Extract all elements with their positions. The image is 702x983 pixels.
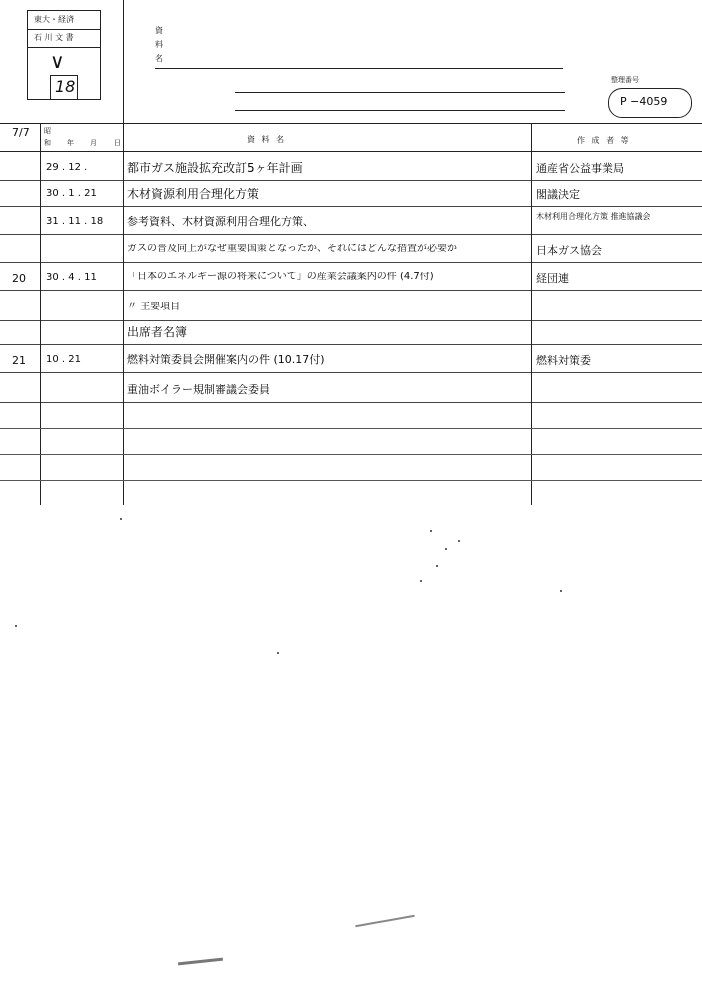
row-id: 21 <box>12 354 26 367</box>
row-rule-creator <box>532 234 702 235</box>
row-rule-id <box>0 234 40 235</box>
stamp-row-3 <box>28 47 100 99</box>
classification-label: 整理番号 <box>611 76 639 84</box>
row-rule-name <box>124 180 531 181</box>
row-rule-date <box>41 344 123 345</box>
row-rule-creator <box>532 402 702 403</box>
row-rule-date <box>41 320 123 321</box>
header-document-name: 資 料 名 <box>247 135 287 144</box>
blank-row-rule <box>0 480 702 481</box>
stamp-number: 18 <box>55 77 76 96</box>
row-rule-name <box>124 372 531 373</box>
blank-row-rule <box>0 454 702 455</box>
row-document-name: 木材資源利用合理化方策 <box>127 188 260 200</box>
row-rule-id <box>0 180 40 181</box>
row-rule-creator <box>532 180 702 181</box>
header-blank-line-2 <box>235 92 565 93</box>
header-nichi: 日 <box>114 139 121 147</box>
row-rule-date <box>41 290 123 291</box>
stamp-row-1 <box>28 11 100 30</box>
scan-mark-2 <box>178 958 223 966</box>
row-rule-id <box>0 402 40 403</box>
row-document-name: 参考資料、木材資源利用合理化方策、 <box>127 216 314 227</box>
row-rule-creator <box>532 372 702 373</box>
stamp-row-2 <box>28 29 100 48</box>
row-date: 29 . 12 . <box>46 162 88 173</box>
row-creator: 日本ガス協会 <box>536 244 602 257</box>
column-divider-main <box>123 0 124 505</box>
row-document-name: 〃 主要項目 <box>127 302 181 312</box>
row-document-name: 「日本のエネルギー源の将来について」の産業会議案内の件 (4.7付) <box>127 272 434 282</box>
archive-stamp <box>27 10 101 100</box>
row-rule-name <box>124 320 531 321</box>
row-rule-date <box>41 372 123 373</box>
header-showa: 昭 <box>44 127 51 135</box>
row-document-name: 重油ボイラー規制審議会委員 <box>127 384 270 395</box>
row-date: 30 . 1 . 21 <box>46 188 97 199</box>
row-rule-name <box>124 262 531 263</box>
header-creator: 作 成 者 等 <box>577 136 631 145</box>
header-bottom-rule <box>0 151 702 152</box>
row-creator: 木材利用合理化方策 推進協議会 <box>536 212 651 221</box>
row-rule-name <box>124 290 531 291</box>
row-creator: 通産省公益事業局 <box>536 162 624 175</box>
row-rule-creator <box>532 320 702 321</box>
row-rule-creator <box>532 262 702 263</box>
row-rule-id <box>0 320 40 321</box>
stamp-line-1: 東大・経済 <box>34 15 74 24</box>
header-nen: 年 <box>67 139 74 147</box>
margin-date-note: 7/7 <box>12 126 30 139</box>
table-top-rule <box>0 123 702 124</box>
row-creator: 閣議決定 <box>536 188 580 201</box>
scan-mark-1 <box>355 915 414 927</box>
classification-value: P −4059 <box>620 95 668 108</box>
row-id: 20 <box>12 272 26 285</box>
row-rule-id <box>0 290 40 291</box>
row-rule-id <box>0 206 40 207</box>
stamp-line-2: 石 川 文 書 <box>34 33 74 42</box>
row-rule-date <box>41 402 123 403</box>
row-rule-name <box>124 344 531 345</box>
header-blank-line-1 <box>155 68 563 69</box>
row-date: 30 . 4 . 11 <box>46 272 97 283</box>
row-date: 31 . 11 . 18 <box>46 216 104 227</box>
row-rule-name <box>124 402 531 403</box>
row-document-name: 出席者名簿 <box>127 326 188 338</box>
blank-row-rule <box>0 428 702 429</box>
row-rule-date <box>41 262 123 263</box>
row-document-name: 都市ガス施設拡充改訂5ヶ年計画 <box>127 162 303 174</box>
row-rule-id <box>0 372 40 373</box>
header-blank-line-3 <box>235 110 565 111</box>
row-document-name: 燃料対策委員会開催案内の件 (10.17付) <box>127 354 325 365</box>
row-rule-creator <box>532 290 702 291</box>
row-rule-id <box>0 262 40 263</box>
row-document-name: ガスの普及向上がなぜ重要国策となったか、それにはどんな措置が必要か <box>127 244 457 254</box>
row-rule-name <box>124 234 531 235</box>
row-creator: 燃料対策委 <box>536 354 591 367</box>
row-rule-id <box>0 344 40 345</box>
row-rule-date <box>41 234 123 235</box>
row-rule-name <box>124 206 531 207</box>
row-rule-date <box>41 180 123 181</box>
row-rule-creator <box>532 206 702 207</box>
header-label-shi: 資 <box>155 26 163 35</box>
header-label-mei: 名 <box>155 54 163 63</box>
header-getsu: 月 <box>90 139 97 147</box>
row-date: 10 . 21 <box>46 354 81 365</box>
row-rule-date <box>41 206 123 207</box>
row-creator: 経団連 <box>536 272 569 285</box>
header-wa: 和 <box>44 139 51 147</box>
header-label-ryo: 料 <box>155 40 163 49</box>
stamp-check-mark: ∨ <box>50 49 65 73</box>
row-rule-creator <box>532 344 702 345</box>
